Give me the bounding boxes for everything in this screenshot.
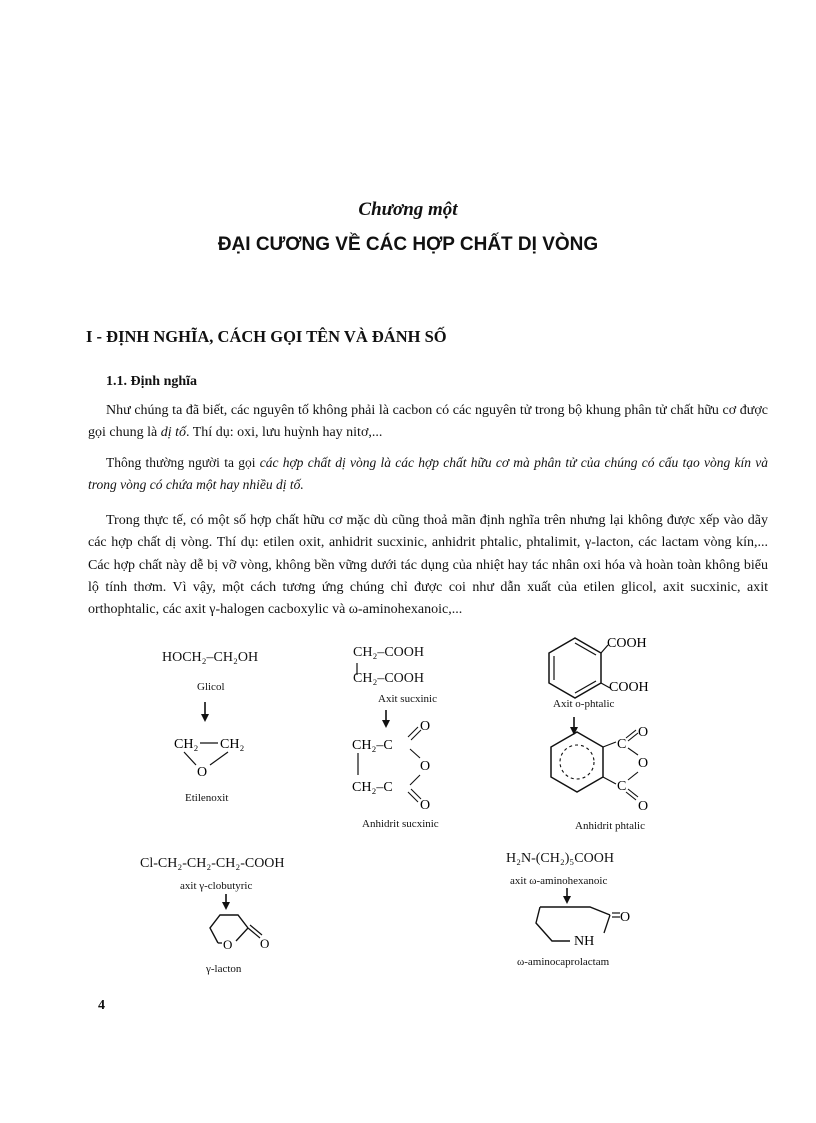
anhydride-bottom-oxygen: O xyxy=(420,798,431,813)
lactone-caption: γ-lacton xyxy=(206,963,242,975)
chapter-label: Chương một xyxy=(358,199,458,220)
anhydride-bottom-carbon: CH₂–C xyxy=(352,780,393,795)
caprolactam-nh: NH xyxy=(574,934,595,949)
paragraph-exceptions xyxy=(88,510,768,621)
page-number: 4 xyxy=(98,998,105,1013)
heterocycle-definition: các hợp chất dị vòng là các hợp chất hữu cơ mà phân tử của chúng có cấu tạo vòng kín và trong vòng có chứa một hay nhiều dị tố. xyxy=(88,455,768,492)
glicol-formula: HOCH₂–CH₂OH xyxy=(162,650,259,665)
phthalic-anhydride-top-oxygen: O xyxy=(638,725,649,740)
glicol-caption: Glicol xyxy=(197,681,225,693)
anhydride-top-carbon: CH₂–C xyxy=(352,738,393,753)
lactone-structure xyxy=(200,910,280,956)
p1-text-b: . Thí dụ: oxi, lưu huỳnh hay nitơ,... xyxy=(186,425,383,440)
phthalic-anhydride-ring-oxygen: O xyxy=(638,756,649,771)
chlorobutyric-formula: Cl-CH₂-CH₂-CH₂-COOH xyxy=(140,856,285,871)
chapter-title: ĐẠI CƯƠNG VỀ CÁC HỢP CHẤT DỊ VÒNG xyxy=(217,234,599,255)
section-heading: I - ĐỊNH NGHĨA, CÁCH GỌI TÊN VÀ ĐÁNH SỐ xyxy=(86,327,447,346)
subsection-heading: 1.1. Định nghĩa xyxy=(106,374,198,389)
etilenoxit-left-ch2: CH₂ xyxy=(174,737,199,752)
phthalic-anhydride-caption: Anhidrit phtalic xyxy=(575,820,645,832)
phthalic-acid-structure xyxy=(540,630,670,702)
aminohexanoic-formula: H₂N-(CH₂)₅COOH xyxy=(506,851,614,866)
etilenoxit-caption: Etilenoxit xyxy=(185,792,229,804)
phthalic-acid-bottom-cooh: COOH xyxy=(609,680,649,695)
succinic-acid-caption: Axit sucxinic xyxy=(378,693,437,705)
arrow-glicol xyxy=(198,700,212,724)
phthalic-acid-top-cooh: COOH xyxy=(607,636,647,651)
chlorobutyric-caption: axit γ-clobutyric xyxy=(180,880,253,892)
etilenoxit-oxygen: O xyxy=(197,765,208,780)
lactone-ring-oxygen: O xyxy=(223,937,233,952)
anhydride-top-oxygen: O xyxy=(420,719,431,734)
succinic-acid-line2: CH₂–COOH xyxy=(353,671,424,686)
phthalic-anhydride-top-carbon: C xyxy=(617,737,627,752)
anhydride-ring-oxygen: O xyxy=(420,759,431,774)
phthalic-anhydride-structure xyxy=(540,722,670,812)
succinic-anhydride-structure xyxy=(350,715,450,813)
phthalic-anhydride-bottom-carbon: C xyxy=(617,779,627,794)
term-di-to: dị tố xyxy=(160,425,186,440)
phthalic-anhydride-bottom-oxygen: O xyxy=(638,799,649,814)
p2-text-a: Thông thường người ta gọi xyxy=(106,455,260,470)
succinic-acid-line1: CH₂–COOH xyxy=(353,645,424,660)
paragraph-heterocycle-definition xyxy=(88,452,768,496)
caprolactam-carbonyl-oxygen: O xyxy=(620,910,631,925)
lactone-carbonyl-oxygen: O xyxy=(260,936,270,951)
paragraph-definition xyxy=(88,400,768,444)
etilenoxit-structure xyxy=(170,730,260,780)
caprolactam-caption: ω-aminocaprolactam xyxy=(517,956,610,968)
phthalic-acid-caption: Axit o-phtalic xyxy=(553,698,615,710)
aminohexanoic-caption: axit ω-aminohexanoic xyxy=(510,875,608,887)
caprolactam-structure xyxy=(530,903,640,949)
p3-text: Trong thực tế, có một số hợp chất hữu cơ mặc dù cũng thoả mãn định nghĩa trên nhưng lại không được xếp vào dãy các hợp chất dị vòng. Thí dụ: etilen oxit, anhidrit sucxinic, anhidrit phtalic, phtalimit, γ-lacton, các lactam vòng kín,... Các hợp chất này dễ bị vỡ vòng, không bền vững dưới tác dụng của nhiệt hay tác nhân oxi hóa và hoàn toàn không biểu lộ tính thơm. Vì vậy, một cách tương ứng chúng chỉ được coi như dẫn xuất của etilen glicol, axit sucxinic, axit orthophtalic, các axit γ-halogen cacboxylic và ω-aminohexanoic,... xyxy=(88,513,768,618)
etilenoxit-right-ch2: CH₂ xyxy=(220,737,245,752)
succinic-anhydride-caption: Anhidrit sucxinic xyxy=(362,818,439,830)
p1-text-a: Như chúng ta đã biết, các nguyên tố không phải là cacbon có các nguyên tử trong bộ khung phân tử chất hữu cơ được gọi chung là xyxy=(88,403,768,440)
